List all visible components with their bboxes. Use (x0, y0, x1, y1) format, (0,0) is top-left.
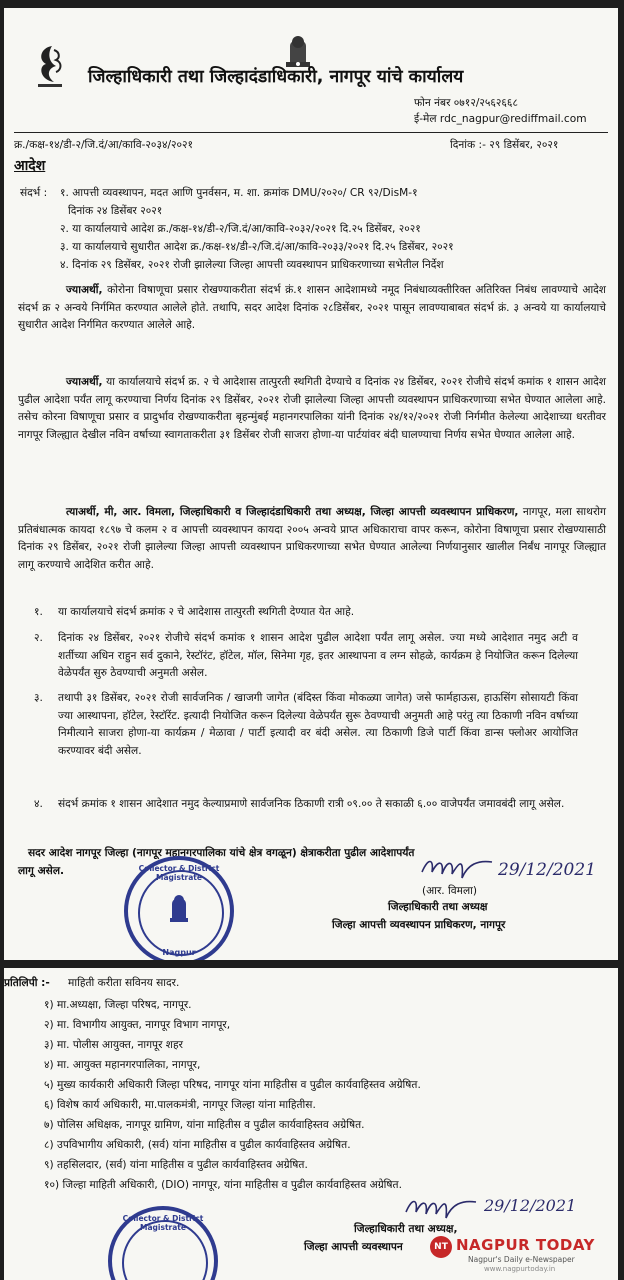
nagpur-today-watermark (428, 1234, 614, 1276)
copy-list-item: १) मा.अध्यक्षा, जिल्हा परिषद, नागपूर. (44, 999, 192, 1011)
paragraph-1 (18, 282, 606, 335)
order-item-2 (34, 630, 578, 683)
order-item-3 (34, 690, 578, 760)
order-item-number: २. (34, 632, 43, 644)
reference-number: क्र./कक्ष-१४/डी-२/जि.दं/आ/कावि-२०३४/२०२१ (14, 139, 194, 151)
reference-2: २. या कार्यालयाचे आदेश क्र./कक्ष-१४/डी-२/जि.दं/आ/कावि-२०३२/२०२१ दि.२५ डिसेंबर, २०२१ (60, 223, 421, 235)
copy-intro: माहिती करीता सविनय सादर. (68, 977, 180, 989)
closing-line-1: सदर आदेश नागपूर जिल्हा (नागपूर महानगरपालिका यांचे क्षेत्र वगळून) क्षेत्राकरीता पुढील आदेशापर्यंत (28, 847, 415, 859)
copy-list-item: ६) विशेष कार्य अधिकारी, मा.पालकमंत्री, नागपूर जिल्हा यांना माहितीस. (44, 1099, 316, 1111)
watermark-tagline: Nagpur's Daily e-Newspaper (468, 1255, 575, 1264)
seal-text: Collector & District Magistrate (138, 864, 220, 882)
order-item-text: तथापी ३१ डिसेंबर, २०२१ रोजी सार्वजनिक / खाजगी जागेत (बंदिस्त किंवा मोकळ्या जागेत) जसे फार्महाऊस, हाऊसिंग सोसायटी किंवा ज्या आस्थापना, हॉटेल, रेस्टॉरेंट. इत्यादी नियोजित करून दिलेल्या वेळेपर्यंत सुरू ठेवण्याची अनुमती आहे परंतु त्या ठिकाणी नविन वर्षाच्या निमीत्याने साजरा होणा-या कार्यक्रम / मेळावा / पार्टी इत्यादी वर बंदी असेल. त्या ठिकाणी डिजे पार्टी किंवा डान्स फ्लोअर आयोजित करण्यावर बंदी असेल. (58, 692, 578, 757)
signature-scribble (402, 1190, 482, 1224)
copy-page (4, 968, 618, 1280)
maharashtra-emblem-icon (30, 42, 68, 90)
order-item-number: ४. (34, 798, 43, 810)
copy-list-item: ९) तहसिलदार, (सर्व) यांना माहितीस व पुढील कार्यवाहिस्तव अग्रेषित. (44, 1159, 308, 1171)
order-item-1 (34, 604, 578, 622)
official-seal (124, 856, 234, 960)
paragraph-3 (18, 504, 606, 574)
paragraph-1-lead: ज्याअर्थी, (66, 284, 103, 296)
signature-date: 29/12/2021 (484, 1196, 577, 1215)
seal-city: Nagpur (162, 948, 196, 957)
order-page-1 (4, 8, 618, 960)
watermark-site: www.nagpurtoday.in (484, 1265, 556, 1273)
order-heading: आदेश (14, 158, 46, 174)
seal-text: Collector & District Magistrate (122, 1214, 204, 1232)
signer-title-2: जिल्हा आपत्ती व्यवस्थापन प्राधिकरण, नागपूर (332, 919, 506, 931)
nagpur-today-logo-icon: NT (430, 1236, 452, 1258)
paragraph-2-text: या कार्यालयाचे संदर्भ क्र. २ चे आदेशास तात्पुरती स्थगिती देण्याचे व दिनांक २४ डिसेंबर, २०२१ रोजीचे संदर्भ कमांक १ शासन आदेश पुढील आदेशा पर्यंत लागू करण्याचा निर्णय दिनांक २९ डिसेंबर, २०२१ रोजी झालेल्या जिल्हा आपत्ती व्यवस्थापन प्राधिकरणाच्या सभेत घेण्यात आलेला आहे. तसेच कोरना विषाणूचा प्रसार व प्रादुर्भाव रोखण्याकरीता बृहन्मुंबई महानगरपालिका यांनी दिनांक २४/१२/२०२१ रोजी निर्गमीत केलेल्या आदेशाच्या धरतीवर नागपूर जिल्ह्यात देखील नविन वर्षाच्या स्वागताकरीता ३१ डिसेंबर रोजी साजरा होणा-या पार्टयांवर बंदी घालण्याचा निर्णय सभेत घेण्यात आलेला आहे. (18, 376, 606, 441)
header-divider (14, 132, 608, 133)
paragraph-1-text: कोरोना विषाणूचा प्रसार रोखण्याकरीता संदर्भ क्रं.१ शासन आदेशामध्ये नमूद निबंधाव्यक्तीरिक्त अतिरिक्त निबंध लावण्याचे आदेश संदर्भ क्र २ अन्वये निर्गमित करण्यात आलेले होते. तथापि, सदर आदेश दिनांक २८डिसेंबर, २०२१ पासून लावण्याबाबत संदर्भ क्रं. ३ अन्वये या कार्यालयाचे सुधारीत आदेश निर्गमित करण्यात आलेले आहे. (18, 284, 606, 331)
copy-list-item: ५) मुख्य कार्यकारी अधिकारी जिल्हा परिषद, नागपूर यांना माहितीस व पुढील कार्यवाहिस्तव अग्रेषित. (44, 1079, 421, 1091)
copy-label: प्रतिलिपी :- (4, 977, 50, 989)
copy-list-item: ३) मा. पोलीस आयुक्त, नागपूर शहर (44, 1039, 183, 1051)
reference-1: १. आपत्ती व्यवस्थापन, मदत आणि पुनर्वसन, म. शा. क्रमांक DMU/२०२०/ CR ९२/DisM-१ (60, 187, 418, 199)
paragraph-2 (18, 374, 606, 444)
email-address: ई-मेल rdc_nagpur@rediffmail.com (414, 113, 587, 125)
copy-signer-title-1: जिल्हाधिकारी तथा अध्यक्ष, (354, 1223, 458, 1235)
copy-list-item: ७) पोलिस अधिक्षक, नागपूर ग्रामिण, यांना माहितीस व पुढील कार्यवाहिस्तव अग्रेषित. (44, 1119, 365, 1131)
paragraph-2-lead: ज्याअर्थी, (66, 376, 103, 388)
signature-scribble (418, 850, 498, 886)
order-item-text: दिनांक २४ डिसेंबर, २०२१ रोजीचे संदर्भ कमांक १ शासन आदेश पुढील आदेशा पर्यंत लागू असेल. ज्या मध्ये आदेशात नमुद अटी व शर्तीच्या अधिन राहुन सर्व दुकाने, रेस्टॉरंट, हॉटेल, मॉल, सिनेमा गृह, इतर आस्थापना व लग्न सोहळे, कार्यक्रम हे नियोजित करून दिलेल्या वेळेपर्यंत सुरु ठेवण्याची अनुमती असेल. (58, 632, 578, 679)
phone-number: फोन नंबर ०७१२/२५६२६६८ (414, 97, 518, 109)
order-date: दिनांक :- २९ डिसेंबर, २०२१ (450, 139, 559, 151)
order-item-number: १. (34, 606, 43, 618)
order-item-4 (34, 796, 578, 814)
copy-list-item: ४) मा. आयुक्त महानगरपालिका, नागपूर, (44, 1059, 201, 1071)
watermark-brand: NAGPUR TODAY (456, 1236, 595, 1254)
official-seal (108, 1206, 218, 1280)
signer-title-1: जिल्हाधिकारी तथा अध्यक्ष (388, 901, 488, 913)
copy-list-item: १०) जिल्हा माहिती अधिकारी, (DIO) नागपूर, यांना माहितीस व पुढील कार्यवाहिस्तव अग्रेषित. (44, 1179, 402, 1191)
paragraph-3-text: नागपूर, मला साथरोग प्रतिबंधात्मक कायदा १८९७ चे कलम २ व आपत्ती व्यवस्थापन कायदा २००५ अन्वये प्राप्त अधिकाराचा वापर करून, कोरोना विषाणूचा प्रसार रोखण्यासाठी दिनांक २९ डिसेंबर, २०२१ रोजी झालेल्या जिल्हा आपत्ती व्यवस्थापन प्राधिकरणाच्या सभेत घेण्यात आलेल्या निर्णयानुसार खालील निर्बंध नागपूर जिल्ह्यात लागू करण्याचे आदेशित करीत आहे. (18, 506, 606, 571)
order-item-text: या कार्यालयाचे संदर्भ क्रमांक २ चे आदेशास तात्पुरती स्थगिती देण्यात येत आहे. (58, 606, 355, 618)
order-item-text: संदर्भ क्रमांक १ शासन आदेशात नमुद केल्याप्रमाणे सार्वजनिक ठिकाणी रात्री ०९.०० ते सकाळी ६.०० वाजेपर्यंत जमावबंदी लागू असेल. (58, 798, 565, 810)
signature-date: 29/12/2021 (498, 860, 596, 880)
seal-emblem-icon (166, 890, 192, 926)
signer-name: (आर. विमला) (422, 885, 478, 897)
reference-3: ३. या कार्यालयाचे सुधारीत आदेश क्र./कक्ष-१४/डी-२/जि.दं/आ/कावि-२०३३/२०२१ दि.२५ डिसेंबर, २०२१ (60, 241, 454, 253)
office-title: जिल्हाधिकारी तथा जिल्हादंडाधिकारी, नागपूर यांचे कार्यालय (88, 67, 464, 87)
references-label: संदर्भ : (20, 187, 48, 199)
order-item-number: ३. (34, 692, 43, 704)
copy-signer-title-2: जिल्हा आपत्ती व्यवस्थापन (304, 1241, 403, 1253)
reference-1-date: दिनांक २४ डिसेंबर २०२१ (68, 205, 163, 217)
copy-list-item: २) मा. विभागीय आयुक्त, नागपूर विभाग नागपूर, (44, 1019, 231, 1031)
reference-4: ४. दिनांक २९ डिसेंबर, २०२१ रोजी झालेल्या जिल्हा आपत्ती व्यवस्थापन प्राधिकरणाच्या सभेतील निर्देश (60, 259, 444, 271)
copy-list-item: ८) उपविभागीय अधिकारी, (सर्व) यांना माहितीस व पुढील कार्यवाहिस्तव अग्रेषित. (44, 1139, 351, 1151)
paragraph-3-lead: त्याअर्थी, मी, आर. विमला, जिल्हाधिकारी व जिल्हादंडाधिकारी तथा अध्यक्ष, जिल्हा आपत्ती व्यवस्थापन प्राधिकरण, (66, 506, 519, 518)
closing-line-2: लागू असेल. (18, 865, 65, 877)
